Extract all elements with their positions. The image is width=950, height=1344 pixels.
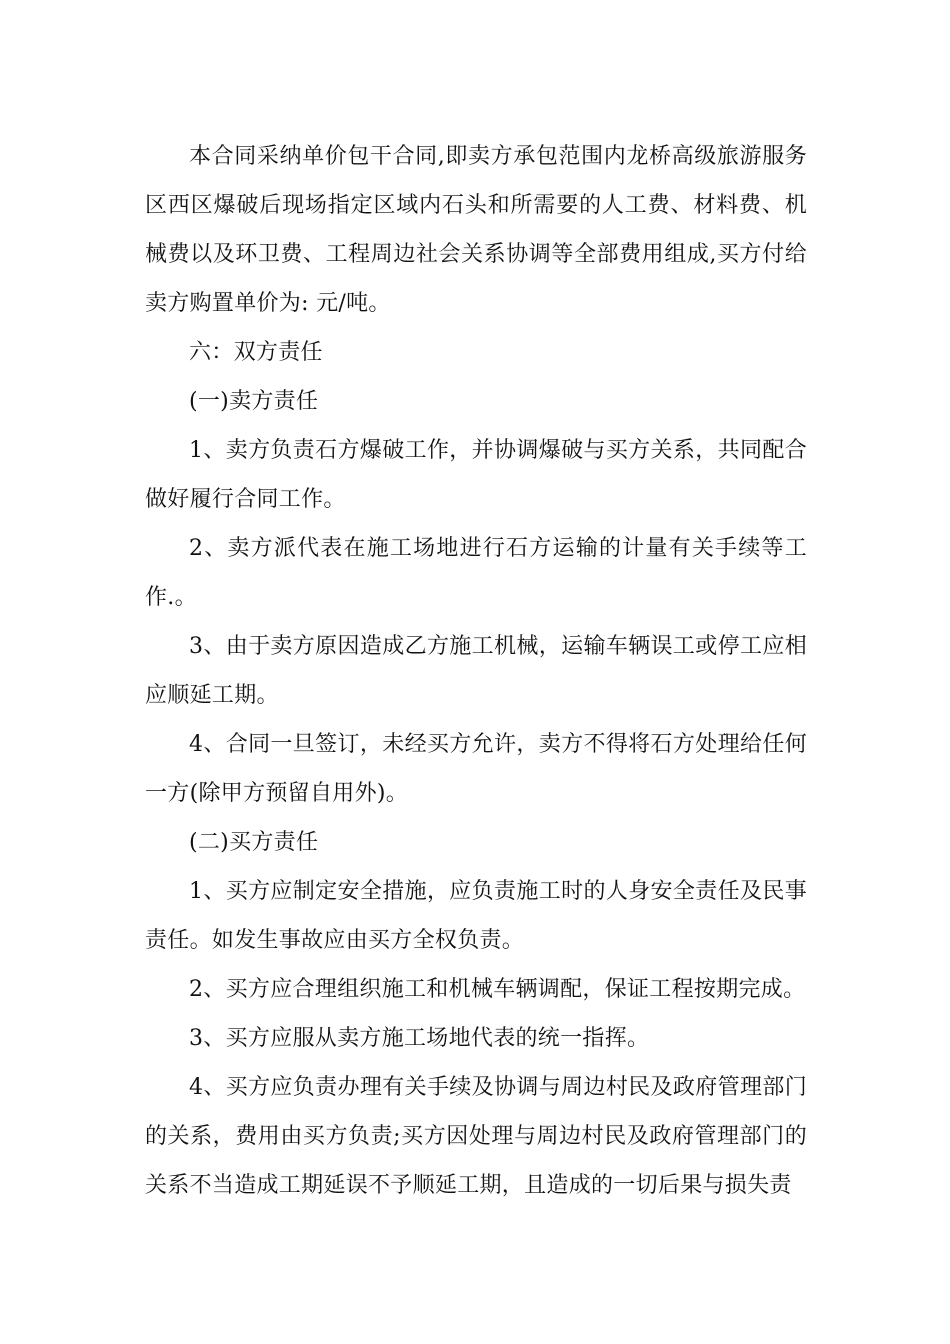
paragraph-seller-item-2: 2、卖方派代表在施工场地进行石方运输的计量有关手续等工作.。 (145, 536, 807, 610)
subsection-heading-seller: (一)卖方责任 (189, 389, 319, 414)
paragraph-buyer-item-3: 3、买方应服从卖方施工场地代表的统一指挥。 (189, 1026, 650, 1051)
paragraph-buyer-item-1: 1、买方应制定安全措施，应负责施工时的人身安全责任及民事责任。如发生事故应由买方全权负责。 (145, 879, 807, 953)
paragraph-pricing: 本合同采纳单价包干合同,即卖方承包范围内龙桥高级旅游服务区西区爆破后现场指定区域内石头和所需要的人工费、材料费、机械费以及环卫费、工程周边社会关系协调等全部费用组成,买方付给卖方购置单价为: 元/吨。 (145, 144, 807, 316)
paragraph-seller-item-3: 3、由于卖方原因造成乙方施工机械，运输车辆误工或停工应相应顺延工期。 (145, 634, 807, 708)
section-heading-responsibilities: 六：双方责任 (189, 340, 323, 365)
subsection-heading-buyer: (二)买方责任 (189, 830, 319, 855)
paragraph-buyer-item-2: 2、买方应合理组织施工和机械车辆调配，保证工程按期完成。 (189, 977, 806, 1002)
document-body (145, 132, 807, 1210)
paragraph-buyer-item-4: 4、买方应负责办理有关手续及协调与周边村民及政府管理部门的关系，费用由买方负责;买方因处理与周边村民及政府管理部门的关系不当造成工期延误不予顺延工期，且造成的一切后果与损失责 (145, 1075, 807, 1198)
paragraph-seller-item-1: 1、卖方负责石方爆破工作，并协调爆破与买方关系，共同配合做好履行合同工作。 (145, 438, 807, 512)
paragraph-seller-item-4: 4、合同一旦签订，未经买方允许，卖方不得将石方处理给任何一方(除甲方预留自用外)。 (145, 732, 807, 806)
